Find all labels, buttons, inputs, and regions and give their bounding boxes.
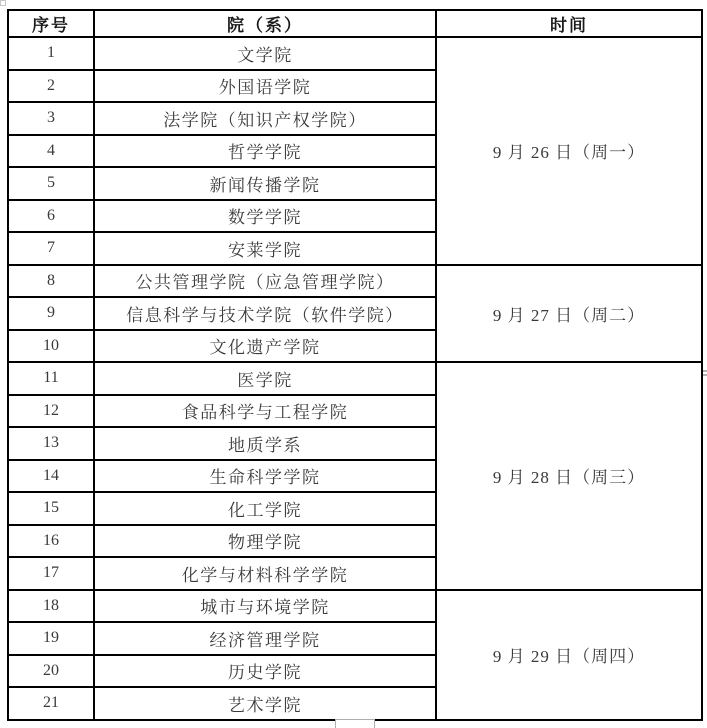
page-margin-mark: [703, 370, 707, 372]
table-row: [8, 590, 702, 623]
row-index: 21: [8, 687, 94, 720]
college-name: 外国语学院: [94, 70, 436, 103]
header-college: 院（系）: [94, 10, 436, 37]
row-index: 3: [8, 102, 94, 135]
college-name: 生命科学学院: [94, 460, 436, 493]
row-index: 1: [8, 37, 94, 70]
session-date: 9 月 28 日（周三）: [436, 362, 702, 590]
row-index: 15: [8, 492, 94, 525]
college-name: 哲学学院: [94, 135, 436, 168]
header-row: [8, 10, 702, 37]
row-index: 7: [8, 232, 94, 265]
college-name: 安莱学院: [94, 232, 436, 265]
row-index: 11: [8, 362, 94, 395]
session-date: 9 月 27 日（周二）: [436, 265, 702, 363]
college-name: 化工学院: [94, 492, 436, 525]
row-index: 6: [8, 200, 94, 233]
college-name: 历史学院: [94, 655, 436, 688]
college-name: 信息科学与技术学院（软件学院）: [94, 297, 436, 330]
college-name: 经济管理学院: [94, 622, 436, 655]
college-name: 城市与环境学院: [94, 590, 436, 623]
college-name: 地质学系: [94, 427, 436, 460]
college-name: 艺术学院: [94, 687, 436, 720]
row-index: 8: [8, 265, 94, 298]
row-index: 14: [8, 460, 94, 493]
session-date: 9 月 26 日（周一）: [436, 37, 702, 265]
table-row: [8, 37, 702, 70]
row-index: 5: [8, 167, 94, 200]
row-index: 10: [8, 330, 94, 363]
table-row: [8, 362, 702, 395]
row-index: 9: [8, 297, 94, 330]
college-name: 物理学院: [94, 525, 436, 558]
college-name: 化学与材料科学学院: [94, 557, 436, 590]
row-index: 4: [8, 135, 94, 168]
table-row: [8, 265, 702, 298]
college-name: 食品科学与工程学院: [94, 395, 436, 428]
row-index: 18: [8, 590, 94, 623]
row-index: 20: [8, 655, 94, 688]
row-index: 13: [8, 427, 94, 460]
college-name: 新闻传播学院: [94, 167, 436, 200]
college-name: 数学学院: [94, 200, 436, 233]
schedule-table: [7, 9, 703, 721]
college-name: 文化遗产学院: [94, 330, 436, 363]
table-resize-handle: [335, 719, 375, 728]
header-time: 时间: [436, 10, 702, 37]
college-name: 法学院（知识产权学院）: [94, 102, 436, 135]
header-index: 序号: [8, 10, 94, 37]
college-name: 公共管理学院（应急管理学院）: [94, 265, 436, 298]
page-corner-mark: [0, 0, 6, 6]
row-index: 19: [8, 622, 94, 655]
row-index: 12: [8, 395, 94, 428]
college-name: 文学院: [94, 37, 436, 70]
college-name: 医学院: [94, 362, 436, 395]
row-index: 2: [8, 70, 94, 103]
row-index: 16: [8, 525, 94, 558]
row-index: 17: [8, 557, 94, 590]
session-date: 9 月 29 日（周四）: [436, 590, 702, 720]
